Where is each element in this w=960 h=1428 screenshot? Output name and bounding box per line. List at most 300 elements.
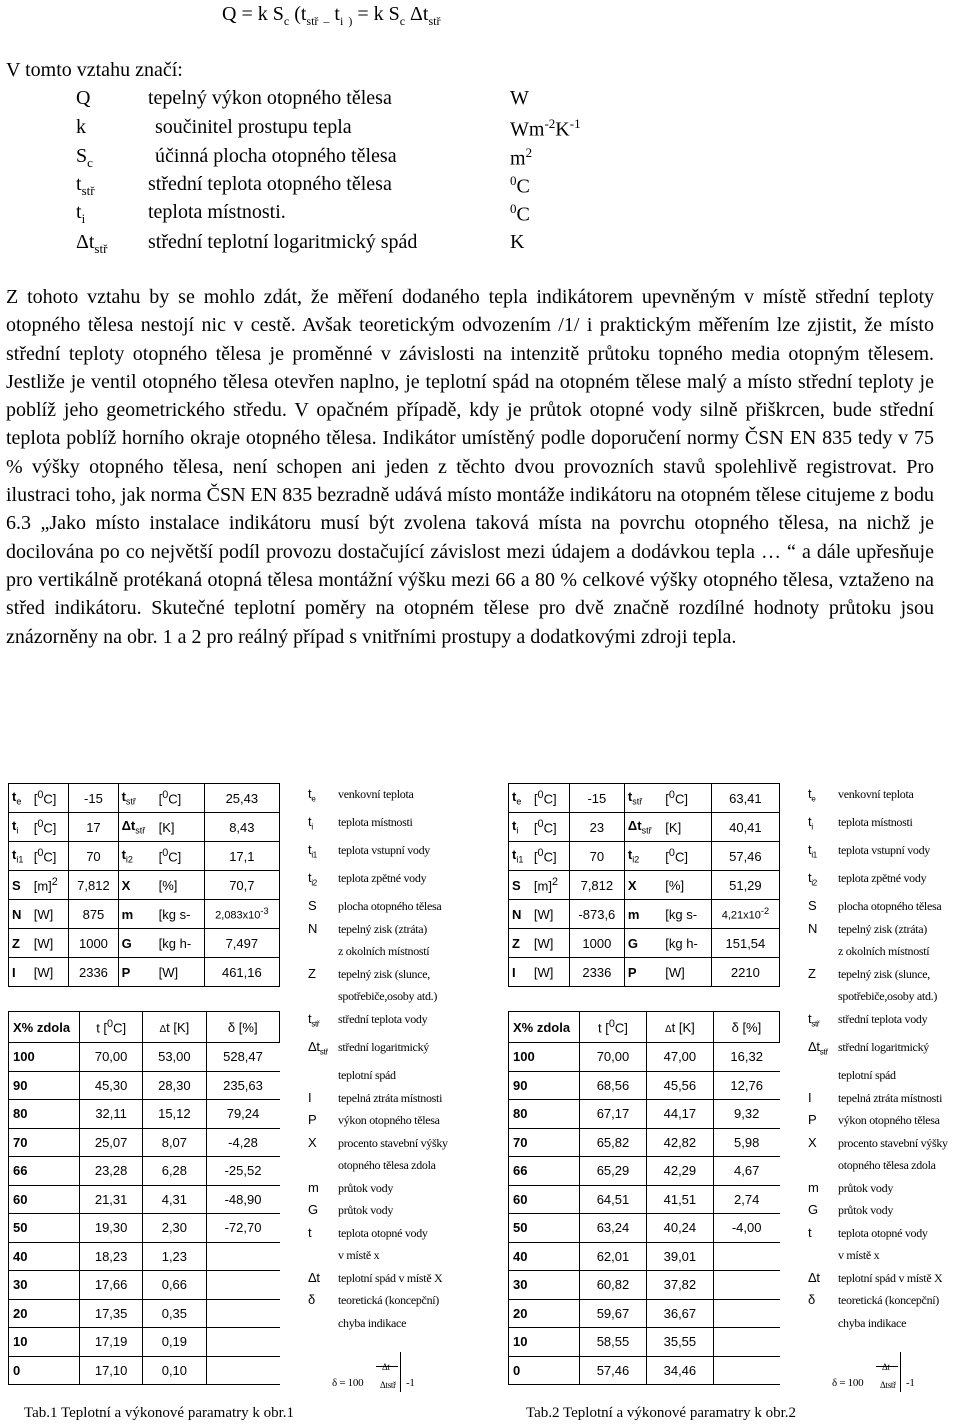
table-cell: [W] bbox=[31, 929, 69, 958]
table-cell: 47,00 bbox=[646, 1043, 713, 1072]
table2-caption: Tab.2 Teplotní a výkonové paramatry k obr.2 bbox=[526, 1405, 797, 1421]
table-cell: 64,51 bbox=[580, 1185, 647, 1214]
table-row bbox=[509, 813, 780, 842]
legend-text: teplota vstupní vody bbox=[338, 843, 430, 858]
table-cell: [$^0$C] bbox=[156, 842, 205, 871]
table-cell: 0,19 bbox=[143, 1328, 206, 1357]
table-cell: 4,67 bbox=[713, 1157, 779, 1186]
table-cell bbox=[206, 1299, 280, 1328]
legend-symbol bbox=[808, 1154, 838, 1177]
legend-symbol: $t_{i2}$ bbox=[308, 870, 317, 888]
legend-2 bbox=[808, 783, 960, 1406]
table-cell: 79,24 bbox=[206, 1100, 280, 1129]
table-cell: 70 bbox=[69, 842, 118, 871]
table-cell: 1000 bbox=[569, 929, 624, 958]
table-cell: 67,17 bbox=[580, 1100, 647, 1129]
table-cell: 6,28 bbox=[143, 1157, 206, 1186]
table-cell: 90 bbox=[509, 1071, 580, 1100]
table-row bbox=[9, 1356, 280, 1385]
table-row bbox=[509, 784, 780, 813]
legend-symbol: N bbox=[808, 920, 818, 936]
table-cell: 5,98 bbox=[713, 1128, 779, 1157]
table-row bbox=[509, 1185, 780, 1214]
table-cell: [kg s- bbox=[156, 900, 205, 929]
table-cell: $[m]^2$ bbox=[531, 871, 569, 900]
legend-symbol: $t_i$ bbox=[808, 814, 813, 832]
legend-item bbox=[808, 895, 960, 918]
table-cell: 40 bbox=[9, 1242, 80, 1271]
legend-text: venkovní teplota bbox=[338, 787, 414, 801]
legend-text: teplotní spád v místě X bbox=[838, 1270, 943, 1285]
table-cell: 19,30 bbox=[80, 1214, 143, 1243]
table-cell: 35,55 bbox=[646, 1328, 713, 1357]
table-cell: [kg h- bbox=[662, 929, 711, 958]
variable-description: střední teplota otopného tělesa bbox=[148, 173, 392, 195]
table-cell: 2210 bbox=[711, 958, 779, 987]
variable-description: střední teplotní logaritmický spád bbox=[148, 231, 418, 253]
legend-item bbox=[308, 811, 478, 839]
table-cell: m bbox=[118, 900, 156, 929]
table-row bbox=[509, 1356, 780, 1385]
table-row bbox=[509, 900, 780, 929]
legend-symbol: X bbox=[808, 1134, 817, 1150]
table-cell: 70,7 bbox=[204, 871, 279, 900]
table-cell: 68,56 bbox=[580, 1071, 647, 1100]
legend-item bbox=[308, 895, 478, 918]
legend-symbol bbox=[808, 940, 838, 963]
table-cell: S bbox=[509, 871, 531, 900]
table-cell bbox=[713, 1328, 779, 1357]
table-cell bbox=[713, 1242, 779, 1271]
legend-item bbox=[808, 1199, 960, 1222]
table-cell: 235,63 bbox=[206, 1071, 280, 1100]
table-cell: 0,35 bbox=[143, 1299, 206, 1328]
legend-text: z okolních místností bbox=[838, 944, 930, 959]
legend-symbol: δ bbox=[808, 1292, 815, 1308]
table-cell: 2336 bbox=[569, 958, 624, 987]
legend-symbol: $\Delta t_{stř}$ bbox=[308, 1038, 328, 1057]
legend-symbol: $t_e$ bbox=[308, 786, 316, 804]
table-cell: -4,28 bbox=[206, 1128, 280, 1157]
table-cell: 7,497 bbox=[204, 929, 279, 958]
legend-text: venkovní teplota bbox=[838, 787, 914, 801]
table-cell: N bbox=[9, 900, 31, 929]
legend-symbol: G bbox=[308, 1202, 318, 1218]
table-cell: 63,24 bbox=[580, 1214, 647, 1243]
table-cell: 58,55 bbox=[580, 1328, 647, 1357]
table1-parameters bbox=[8, 783, 280, 987]
table-cell: S bbox=[9, 871, 31, 900]
legend-symbol: I bbox=[808, 1089, 812, 1105]
legend-item bbox=[808, 963, 960, 986]
table-cell: 17,66 bbox=[80, 1271, 143, 1300]
legend-text: teplota místnosti bbox=[338, 815, 413, 830]
variable-symbol: $S_c$ bbox=[76, 145, 93, 170]
table-cell: 42,29 bbox=[646, 1157, 713, 1186]
legend-symbol: P bbox=[308, 1112, 317, 1128]
variable-unit: $^0$C bbox=[510, 173, 530, 198]
table-cell: $t_e$ bbox=[509, 784, 531, 813]
table-cell: 37,82 bbox=[646, 1271, 713, 1300]
table-cell: 17,35 bbox=[80, 1299, 143, 1328]
legend-item bbox=[808, 918, 960, 941]
table-cell: Z bbox=[509, 929, 531, 958]
table-cell: 0,66 bbox=[143, 1271, 206, 1300]
table-cell: -25,52 bbox=[206, 1157, 280, 1186]
table-cell: 8,07 bbox=[143, 1128, 206, 1157]
table-cell: 40 bbox=[509, 1242, 580, 1271]
table-row bbox=[9, 1043, 280, 1072]
table-cell: -4,00 bbox=[713, 1214, 779, 1243]
table-row bbox=[9, 1157, 280, 1186]
table-cell: 30 bbox=[509, 1271, 580, 1300]
legend-item bbox=[308, 783, 478, 811]
legend-item bbox=[308, 1267, 478, 1290]
table-cell: 53,00 bbox=[143, 1043, 206, 1072]
table-cell: 528,47 bbox=[206, 1043, 280, 1072]
table-cell: $\Delta t_{stř}$ bbox=[118, 813, 156, 842]
table-cell bbox=[206, 1328, 280, 1357]
legend-text: tepelný zisk (ztráta) bbox=[838, 921, 927, 936]
legend-item bbox=[808, 1312, 960, 1335]
table-header-cell: X% zdola bbox=[9, 1012, 80, 1043]
legend-text: tepelný zisk (slunce, bbox=[338, 966, 431, 981]
legend-item bbox=[808, 867, 960, 895]
legend-symbol: m bbox=[808, 1179, 819, 1195]
table-cell: 65,29 bbox=[580, 1157, 647, 1186]
table-cell: 44,17 bbox=[646, 1100, 713, 1129]
legend-item bbox=[308, 940, 478, 963]
table-cell: $2,083x10^{-3}$ bbox=[204, 900, 279, 929]
table-cell: 50 bbox=[509, 1214, 580, 1243]
legend-text: střední logaritmický bbox=[338, 1039, 429, 1054]
legend-symbol: t bbox=[808, 1224, 812, 1240]
table-cell: G bbox=[118, 929, 156, 958]
legend-text: teplota zpětné vody bbox=[338, 871, 427, 886]
legend-item bbox=[808, 1177, 960, 1200]
legend-symbol bbox=[808, 1064, 838, 1087]
legend-item bbox=[808, 783, 960, 811]
table-cell: 2,74 bbox=[713, 1185, 779, 1214]
table-cell: $t_{i2}$ bbox=[118, 842, 156, 871]
table-header-row bbox=[9, 1012, 280, 1043]
table-cell: 63,41 bbox=[711, 784, 779, 813]
table-cell: [W] bbox=[31, 900, 69, 929]
legend-symbol bbox=[308, 1312, 338, 1335]
table-cell: 36,67 bbox=[646, 1299, 713, 1328]
legend-text: tepelný zisk (ztráta) bbox=[338, 921, 427, 936]
legend-text: tepelná ztráta místnosti bbox=[838, 1090, 943, 1105]
table-cell: 15,12 bbox=[143, 1100, 206, 1129]
legend-symbol: P bbox=[808, 1112, 817, 1128]
legend-text: průtok vody bbox=[838, 1180, 894, 1195]
table-cell: Z bbox=[9, 929, 31, 958]
table-cell: 39,01 bbox=[646, 1242, 713, 1271]
legend-text: teplotní spád bbox=[838, 1068, 896, 1083]
variable-unit: K bbox=[510, 231, 525, 253]
legend-symbol bbox=[808, 985, 838, 1008]
legend-symbol bbox=[308, 1064, 338, 1087]
legend-symbol: X bbox=[308, 1134, 317, 1150]
table-cell: 66 bbox=[509, 1157, 580, 1186]
table-row bbox=[9, 1071, 280, 1100]
table-cell: 17,10 bbox=[80, 1356, 143, 1385]
variable-symbol: k bbox=[76, 116, 86, 138]
table-cell: 90 bbox=[9, 1071, 80, 1100]
table-header-cell: δ [%] bbox=[206, 1012, 280, 1043]
table-row bbox=[9, 929, 280, 958]
legend-symbol: Z bbox=[308, 965, 316, 981]
legend-symbol: $t_{stř}$ bbox=[308, 1010, 320, 1029]
table-cell: $[m]^2$ bbox=[31, 871, 69, 900]
table-cell: -15 bbox=[569, 784, 624, 813]
legend-item bbox=[808, 839, 960, 867]
table-cell bbox=[206, 1271, 280, 1300]
legend-item bbox=[808, 1087, 960, 1110]
legend-symbol bbox=[308, 1154, 338, 1177]
legend-text: výkon otopného tělesa bbox=[338, 1113, 440, 1128]
table-cell: [K] bbox=[156, 813, 205, 842]
table-cell bbox=[713, 1356, 779, 1385]
legend-text: výkon otopného tělesa bbox=[838, 1113, 940, 1128]
table-cell: 10 bbox=[9, 1328, 80, 1357]
table-cell: 20 bbox=[509, 1299, 580, 1328]
table-row bbox=[509, 1043, 780, 1072]
table-cell: 62,01 bbox=[580, 1242, 647, 1271]
table-cell: 42,82 bbox=[646, 1128, 713, 1157]
table-cell: [$^0$C] bbox=[531, 842, 569, 871]
table-cell: 10 bbox=[509, 1328, 580, 1357]
table-row bbox=[509, 842, 780, 871]
legend-1 bbox=[308, 783, 478, 1406]
table-cell: m bbox=[624, 900, 662, 929]
variable-description: tepelný výkon otopného tělesa bbox=[148, 87, 392, 109]
table-cell: [W] bbox=[531, 929, 569, 958]
table-cell bbox=[206, 1356, 280, 1385]
table-cell: 0,10 bbox=[143, 1356, 206, 1385]
table-cell: 18,23 bbox=[80, 1242, 143, 1271]
table-cell: 23,28 bbox=[80, 1157, 143, 1186]
table-cell: 2,30 bbox=[143, 1214, 206, 1243]
legend-item bbox=[308, 1154, 478, 1177]
table-row bbox=[9, 1185, 280, 1214]
legend-item bbox=[808, 940, 960, 963]
table-row bbox=[9, 813, 280, 842]
legend-text: v místě x bbox=[838, 1248, 880, 1263]
legend-item bbox=[308, 1008, 478, 1036]
table-cell: 7,812 bbox=[69, 871, 118, 900]
variable-description: účinná plocha otopného tělesa bbox=[155, 145, 397, 167]
legend-symbol: I bbox=[308, 1089, 312, 1105]
legend-text: spotřebiče,osoby atd.) bbox=[338, 989, 438, 1004]
table-cell: -15 bbox=[69, 784, 118, 813]
legend-symbol bbox=[808, 1312, 838, 1335]
legend-item bbox=[808, 1008, 960, 1036]
legend-item bbox=[308, 985, 478, 1008]
legend-item bbox=[308, 1064, 478, 1087]
table-header-cell: X% zdola bbox=[509, 1012, 580, 1043]
legend-item bbox=[308, 839, 478, 867]
table-row bbox=[509, 1214, 780, 1243]
legend-item bbox=[808, 1109, 960, 1132]
table-row bbox=[509, 1100, 780, 1129]
legend-symbol bbox=[308, 940, 338, 963]
legend-symbol: $t_{i2}$ bbox=[808, 870, 817, 888]
legend-text: tepelná ztráta místnosti bbox=[338, 1090, 443, 1105]
legend-text: teplota otopné vody bbox=[338, 1225, 428, 1240]
legend-text: průtok vody bbox=[338, 1180, 394, 1195]
legend-text: teplotní spád bbox=[338, 1068, 396, 1083]
table-cell: 70,00 bbox=[580, 1043, 647, 1072]
legend-text: teplotní spád v místě X bbox=[338, 1270, 443, 1285]
legend-item bbox=[808, 1222, 960, 1245]
table-cell: [$^0$C] bbox=[31, 842, 69, 871]
table-cell: $t_{stř}$ bbox=[624, 784, 662, 813]
table-cell: [W] bbox=[156, 958, 205, 987]
legend-item bbox=[808, 1064, 960, 1087]
table-cell: $t_{i2}$ bbox=[624, 842, 662, 871]
table-cell: $t_{stř}$ bbox=[118, 784, 156, 813]
table-cell: $4,21x10^{-2}$ bbox=[711, 900, 779, 929]
table-cell: $t_i$ bbox=[509, 813, 531, 842]
table-cell: 65,82 bbox=[580, 1128, 647, 1157]
table-cell: [$^0$C] bbox=[531, 784, 569, 813]
table-row bbox=[9, 958, 280, 987]
table-row bbox=[509, 1299, 780, 1328]
table-cell: 30 bbox=[9, 1271, 80, 1300]
legend-item bbox=[308, 1177, 478, 1200]
legend-item bbox=[808, 985, 960, 1008]
legend-symbol: $t_{i1}$ bbox=[808, 842, 817, 860]
legend-item bbox=[808, 1289, 960, 1312]
table-header-cell: t [$^0$C] bbox=[580, 1012, 647, 1043]
table-cell: [$^0$C] bbox=[31, 813, 69, 842]
legend-item bbox=[808, 1036, 960, 1064]
table-cell: 100 bbox=[509, 1043, 580, 1072]
table-cell: [W] bbox=[662, 958, 711, 987]
table-cell: 17,1 bbox=[204, 842, 279, 871]
table-row bbox=[9, 1242, 280, 1271]
table-row bbox=[509, 1271, 780, 1300]
table-row bbox=[9, 842, 280, 871]
legend-symbol: t bbox=[308, 1224, 312, 1240]
table-cell: [$^0$C] bbox=[531, 813, 569, 842]
table-cell: 0 bbox=[9, 1356, 80, 1385]
table-cell: 875 bbox=[69, 900, 118, 929]
legend-item bbox=[808, 1132, 960, 1155]
legend-text: otopného tělesa zdola bbox=[338, 1158, 436, 1173]
legend-text: teplota zpětné vody bbox=[838, 871, 927, 886]
table-row bbox=[509, 1157, 780, 1186]
legend-symbol: S bbox=[308, 898, 317, 914]
table-cell: -48,90 bbox=[206, 1185, 280, 1214]
table-cell: 70 bbox=[9, 1128, 80, 1157]
table-cell: 70 bbox=[509, 1128, 580, 1157]
legend-symbol: N bbox=[308, 920, 318, 936]
table-cell: 7,812 bbox=[569, 871, 624, 900]
table-header-cell: t [$^0$C] bbox=[80, 1012, 143, 1043]
table-cell: [%] bbox=[156, 871, 205, 900]
table-row bbox=[509, 1328, 780, 1357]
table-cell: [$^0$C] bbox=[156, 784, 205, 813]
table-cell: G bbox=[624, 929, 662, 958]
legend-text: procento stavební výšky bbox=[838, 1135, 948, 1150]
variable-unit: $^0$C bbox=[510, 201, 530, 226]
table-cell: P bbox=[624, 958, 662, 987]
table-cell: 60 bbox=[9, 1185, 80, 1214]
table-cell: 8,43 bbox=[204, 813, 279, 842]
table-header-cell: δ [%] bbox=[713, 1012, 779, 1043]
table-cell: -873,6 bbox=[569, 900, 624, 929]
table-row bbox=[9, 871, 280, 900]
table-cell: 21,31 bbox=[80, 1185, 143, 1214]
table-cell: 70,00 bbox=[80, 1043, 143, 1072]
legend-text: teplota vstupní vody bbox=[838, 843, 930, 858]
table-cell: 28,30 bbox=[143, 1071, 206, 1100]
table-cell: 70 bbox=[569, 842, 624, 871]
variable-description: teplota místnosti. bbox=[148, 201, 286, 223]
table-row bbox=[509, 1071, 780, 1100]
legend-item bbox=[808, 811, 960, 839]
legend-item bbox=[308, 867, 478, 895]
variable-unit: $Wm^{-2}K^{-1}$ bbox=[510, 116, 581, 141]
table-header-cell: Δt [K] bbox=[646, 1012, 713, 1043]
table-cell: $\Delta t_{stř}$ bbox=[624, 813, 662, 842]
table-cell: [$^0$C] bbox=[662, 784, 711, 813]
table-cell: P bbox=[118, 958, 156, 987]
table-cell: [W] bbox=[531, 958, 569, 987]
table-row bbox=[9, 1299, 280, 1328]
legend-text: střední logaritmický bbox=[838, 1039, 929, 1054]
table-cell: $t_{i1}$ bbox=[509, 842, 531, 871]
legend-item bbox=[308, 1132, 478, 1155]
table-cell: 57,46 bbox=[580, 1356, 647, 1385]
legend-text: průtok vody bbox=[338, 1203, 394, 1218]
table-row bbox=[509, 871, 780, 900]
variable-symbol: $t_{stř}$ bbox=[76, 173, 95, 198]
legend-item bbox=[308, 1244, 478, 1267]
legend-symbol: $t_{i1}$ bbox=[308, 842, 317, 860]
variable-description: součinitel prostupu tepla bbox=[155, 116, 352, 138]
table-cell: X bbox=[624, 871, 662, 900]
table-cell: 51,29 bbox=[711, 871, 779, 900]
table-row bbox=[509, 1128, 780, 1157]
legend-text: spotřebiče,osoby atd.) bbox=[838, 989, 938, 1004]
table-cell: 151,54 bbox=[711, 929, 779, 958]
table-row bbox=[9, 1100, 280, 1129]
table-cell: 17,19 bbox=[80, 1328, 143, 1357]
legend-item bbox=[308, 1109, 478, 1132]
table-row bbox=[509, 958, 780, 987]
table-cell: 4,31 bbox=[143, 1185, 206, 1214]
table-row bbox=[9, 900, 280, 929]
table-row bbox=[9, 784, 280, 813]
table-cell: N bbox=[509, 900, 531, 929]
legend-item bbox=[808, 1267, 960, 1290]
table-cell: 80 bbox=[509, 1100, 580, 1129]
legend-text: procento stavební výšky bbox=[338, 1135, 448, 1150]
legend-symbol: $t_{stř}$ bbox=[808, 1010, 820, 1029]
legend-symbol bbox=[308, 985, 338, 1008]
legend-symbol: Z bbox=[808, 965, 816, 981]
table-cell: 16,32 bbox=[713, 1043, 779, 1072]
table-cell: [kg s- bbox=[662, 900, 711, 929]
legend-symbol: $\Delta t_{stř}$ bbox=[808, 1038, 828, 1057]
legend-text: teplota otopné vody bbox=[838, 1225, 928, 1240]
table-cell: [W] bbox=[31, 958, 69, 987]
legend-text: teplota místnosti bbox=[838, 815, 913, 830]
table-row bbox=[509, 929, 780, 958]
